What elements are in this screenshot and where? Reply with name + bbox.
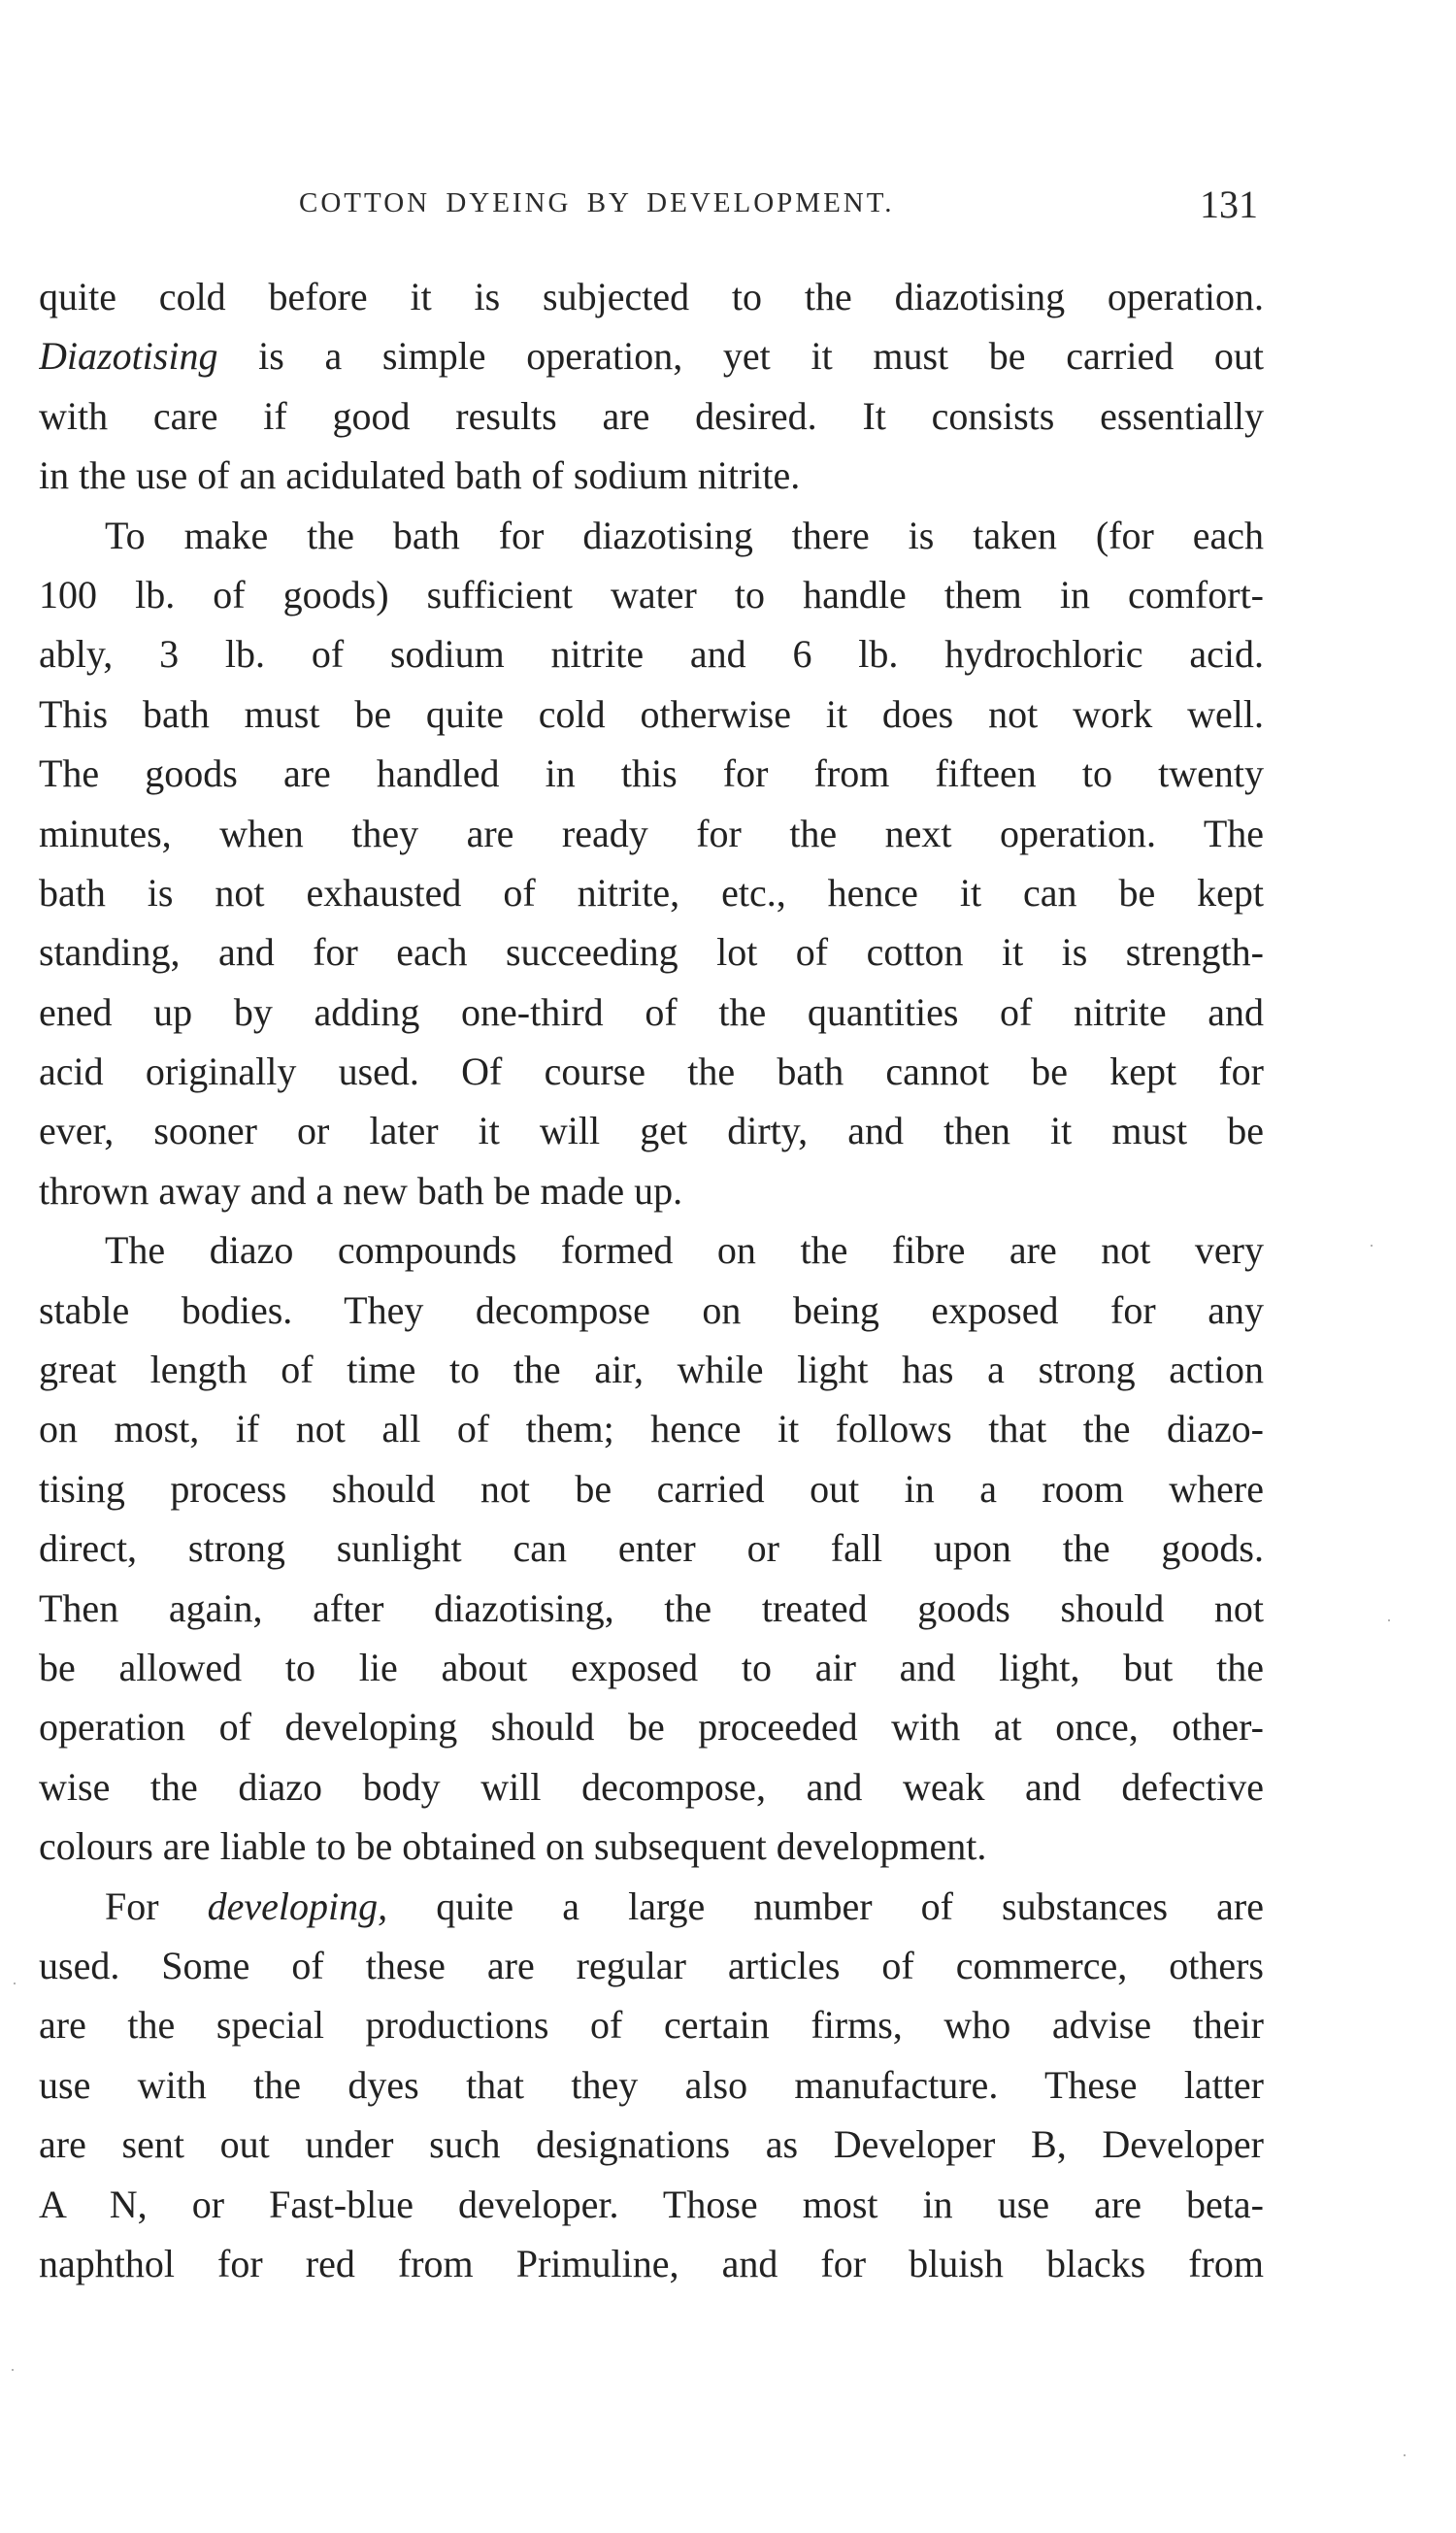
- text-line: are sent out under such designations as Developer B, Developer: [39, 2122, 1264, 2167]
- text-line: thrown away and a new bath be made up.: [39, 1168, 683, 1213]
- page-number: 131: [1200, 183, 1258, 226]
- text-line: direct, strong sunlight can enter or fall upon the goods.: [39, 1526, 1264, 1571]
- text-line: stable bodies. They decompose on being exposed for any: [39, 1287, 1264, 1332]
- scan-speck: [14, 1983, 16, 1984]
- text-line: naphthol for red from Primuline, and for bluish blacks from: [39, 2241, 1264, 2285]
- scan-speck: [12, 2369, 14, 2371]
- paragraph-first-line: To make the bath for diazotising there is taken (for each: [105, 513, 1264, 557]
- text-line: tising process should not be carried out in a room where: [39, 1466, 1264, 1511]
- text-line: be allowed to lie about exposed to air and light, but the: [39, 1645, 1264, 1689]
- scan-speck: [1388, 1619, 1390, 1621]
- text-line: ably, 3 lb. of sodium nitrite and 6 lb. hydrochloric acid.: [39, 632, 1264, 677]
- running-title: COTTON DYEING BY DEVELOPMENT.: [299, 187, 895, 218]
- italic-term: developing,: [207, 1883, 388, 1928]
- body-text: [39, 267, 1264, 2293]
- paragraph-first-line: The diazo compounds formed on the fibre are not very: [105, 1228, 1264, 1273]
- text-line: wise the diazo body will decompose, and weak and defective: [39, 1764, 1264, 1809]
- text-line: Diazotising is a simple operation, yet it must be carried out: [39, 334, 1264, 379]
- text-line: in the use of an acidulated bath of sodium nitrite.: [39, 453, 801, 498]
- text-line: ened up by adding one-third of the quantities of nitrite and: [39, 989, 1264, 1034]
- scan-speck: [1404, 2454, 1406, 2456]
- paragraph-first-line: For developing, quite a large number of substances are: [105, 1883, 1264, 1928]
- text-line: operation of developing should be proceeded with at once, other-: [39, 1705, 1264, 1750]
- text-line: This bath must be quite cold otherwise it does not work well.: [39, 691, 1264, 736]
- text-line: Then again, after diazotising, the treated goods should not: [39, 1585, 1264, 1630]
- text-line: acid originally used. Of course the bath cannot be kept for: [39, 1050, 1264, 1094]
- italic-term: Diazotising: [39, 334, 218, 379]
- text-line: standing, and for each succeeding lot of cotton it is strength-: [39, 930, 1264, 975]
- text-line: quite cold before it is subjected to the diazotising operation.: [39, 275, 1264, 318]
- text-line: use with the dyes that they also manufacture. These latter: [39, 2062, 1264, 2107]
- text-line: ever, sooner or later it will get dirty, and then it must be: [39, 1109, 1264, 1153]
- text-line: with care if good results are desired. It consists essentially: [39, 393, 1264, 438]
- text-line: A N, or Fast-blue developer. Those most in use are beta-: [39, 2182, 1264, 2226]
- text-line: are the special productions of certain firms, who advise their: [39, 2003, 1264, 2048]
- text-line: The goods are handled in this for from fifteen to twenty: [39, 751, 1264, 796]
- text-line: 100 lb. of goods) sufficient water to handle them in comfort-: [39, 572, 1264, 617]
- text-line: on most, if not all of them; hence it follows that the diazo-: [39, 1407, 1264, 1451]
- scan-speck: [1371, 1245, 1373, 1247]
- text-line: great length of time to the air, while light has a strong action: [39, 1348, 1264, 1392]
- text-line: used. Some of these are regular articles of commerce, others: [39, 1943, 1264, 1987]
- text-line: colours are liable to be obtained on subsequent development.: [39, 1824, 987, 1869]
- text-line: minutes, when they are ready for the next operation. The: [39, 811, 1264, 855]
- text-line: bath is not exhausted of nitrite, etc., hence it can be kept: [39, 870, 1264, 915]
- running-head: [299, 183, 1258, 226]
